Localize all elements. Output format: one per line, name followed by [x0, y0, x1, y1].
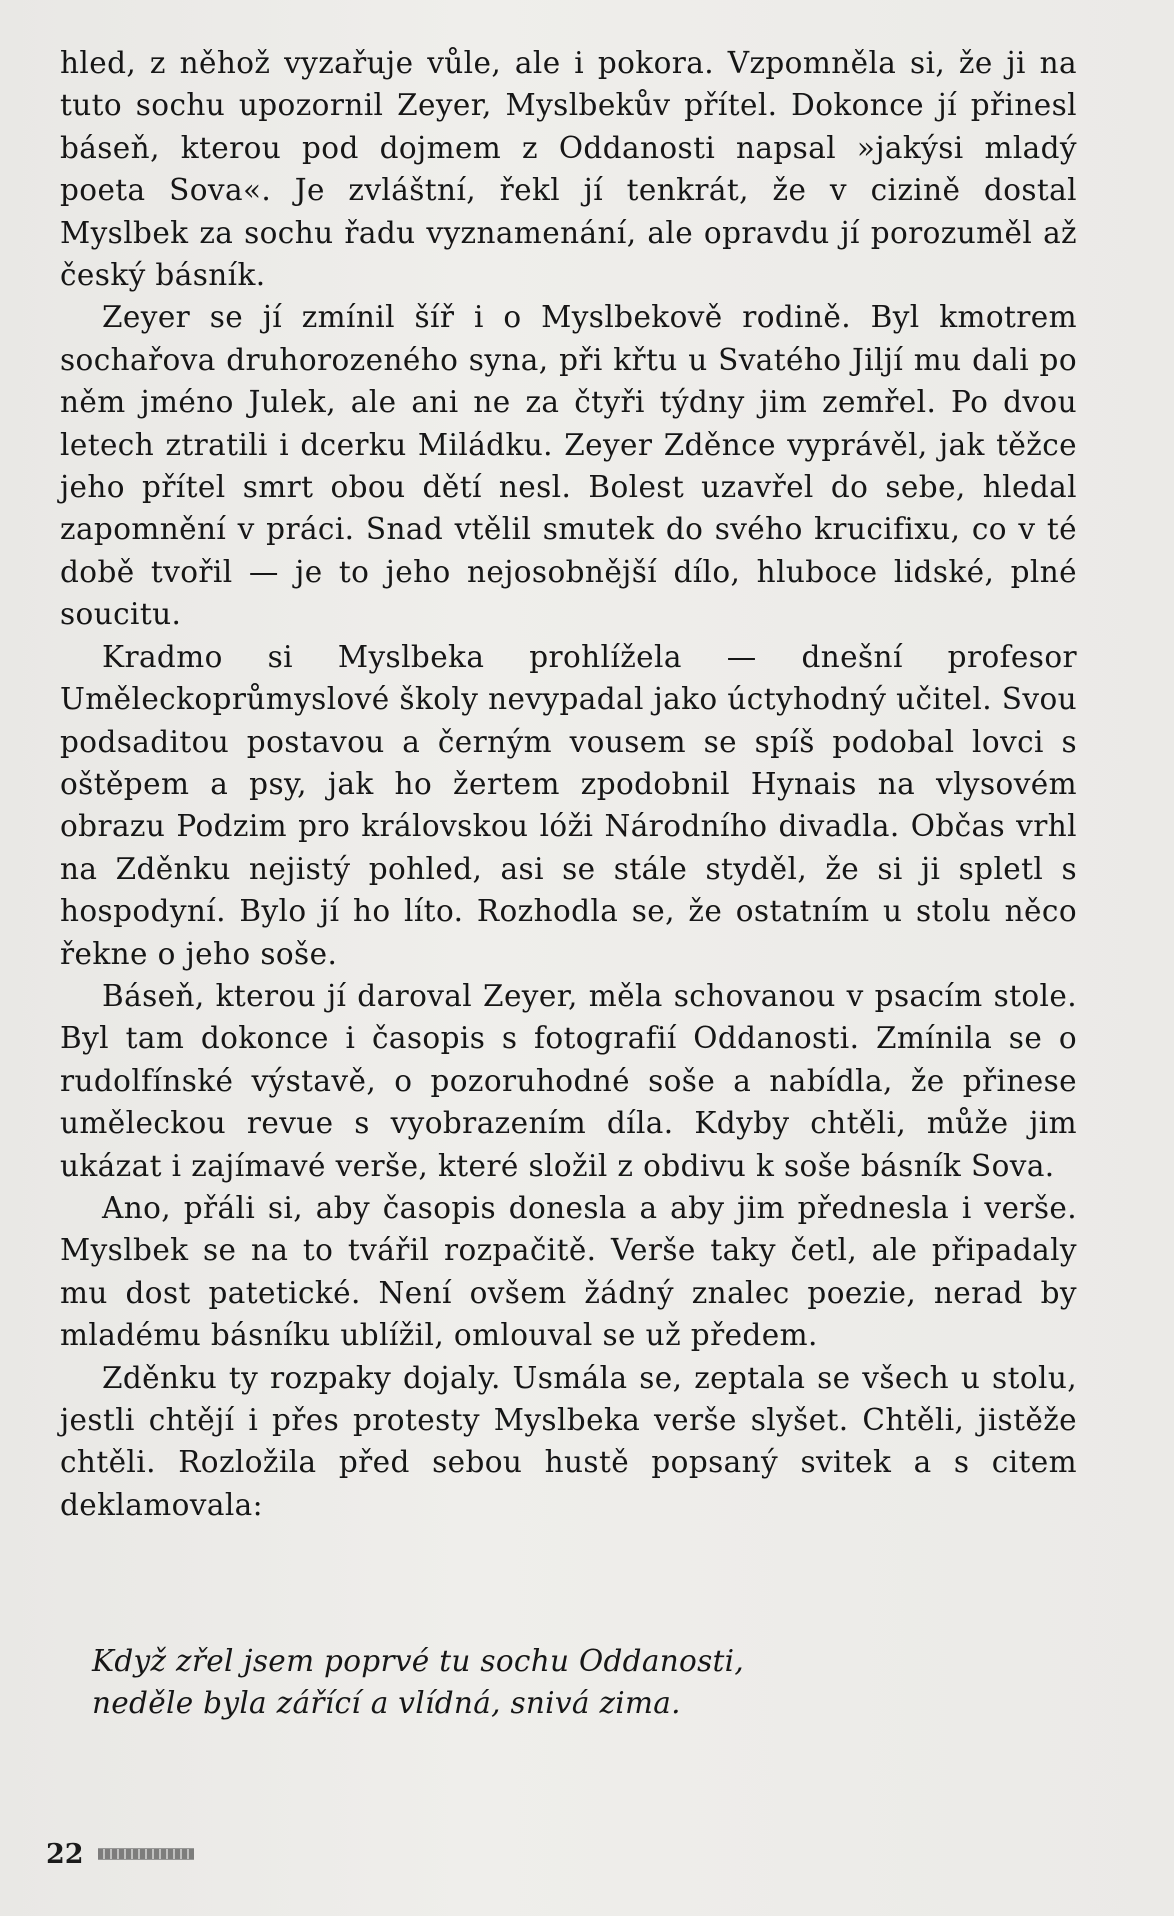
page-number: 22	[46, 1838, 84, 1870]
paragraph-3: Kradmo si Myslbeka prohlížela — dnešní profesor Uměleckoprůmyslové školy nevypadal jako úctyhodný učitel. Svou podsaditou postavou a černým vousem se spíš podobal lovci s oštěpem a psy, jak ho žertem zpodobnil Hynais na vlysovém obrazu Podzim pro královskou lóži Národního divadla. Občas vrhl na Zděnku nejistý pohled, asi se stále styděl, že si ji spletl s hospodyní. Bylo jí ho líto. Rozhodla se, že ostatním u stolu něco řekne o jeho soše.	[60, 639, 1077, 971]
paragraph-6: Zděnku ty rozpaky dojaly. Usmála se, zeptala se všech u stolu, jestli chtějí i přes protesty Myslbeka verše slyšet. Chtěli, jistěže chtěli. Rozložila před sebou hustě popsaný svitek a s citem deklamovala:	[60, 1360, 1077, 1522]
footer-ornament	[98, 1848, 194, 1860]
body-text	[60, 42, 1077, 1526]
poem-quote	[92, 1640, 1092, 1725]
paragraph-2: Zeyer se jí zmínil šíř i o Myslbekově rodině. Byl kmotrem sochařova druhorozeného syna, při křtu u Svatého Jiljí mu dali po něm jméno Julek, ale ani ne za čtyři týdny jim zemřel. Po dvou letech ztratili i dcerku Miládku. Zeyer Zděnce vyprávěl, jak těžce jeho přítel smrt obou dětí nesl. Bolest uzavřel do sebe, hledal zapomnění v práci. Snad vtělil smutek do svého krucifixu, co v té době tvořil — je to jeho nejosobnější dílo, hluboce lidské, plné soucitu.	[60, 300, 1077, 632]
paragraph-4: Báseň, kterou jí daroval Zeyer, měla schovanou v psacím stole. Byl tam dokonce i časopis s fotografií Oddanosti. Zmínila se o rudolfínské výstavě, o pozoruhodné soše a nabídla, že přinese uměleckou revue s vyobrazením díla. Kdyby chtěli, může jim ukázat i zajímavé verše, které složil z obdivu k soše básník Sova.	[60, 978, 1077, 1183]
poem-line-2: neděle byla zářící a vlídná, snivá zima.	[92, 1686, 681, 1721]
page-footer	[46, 1834, 194, 1874]
paragraph-5: Ano, přáli si, aby časopis donesla a aby jim přednesla i verše. Myslbek se na to tvářil rozpačitě. Verše taky četl, ale připadaly mu dost patetické. Není ovšem žádný znalec poezie, nerad by mladému básníku ublížil, omlouval se už předem.	[60, 1190, 1077, 1353]
poem-line-1: Když zřel jsem poprvé tu sochu Oddanosti,	[92, 1644, 745, 1678]
paragraph-1: hled, z něhož vyzařuje vůle, ale i pokora. Vzpomněla si, že ji na tuto sochu upozornil Zeyer, Myslbekův přítel. Dokonce jí přinesl báseň, kterou pod dojmem z Oddanosti napsal »jakýsi mladý poeta Sova«. Je zvláštní, řekl jí tenkrát, že v cizině dostal Myslbek za sochu řadu vyznamenání, ale opravdu jí porozuměl až český básník.	[60, 46, 1077, 293]
